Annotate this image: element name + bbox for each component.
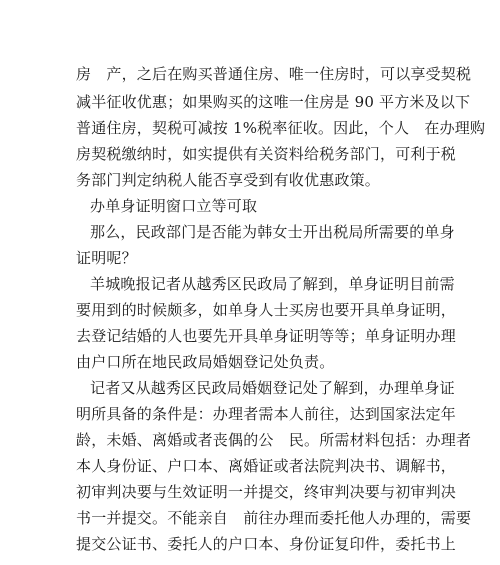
text-line: 房 产，之后在购买普通住房、唯一住房时，可以享受契税 [76,65,472,83]
text-line: 记者又从越秀区民政局婚姻登记处了解到，办理单身证 [90,379,455,397]
text-line: 初审判决要与生效证明一并提交，终审判决要与初审判决 [76,483,457,501]
text-line: 去登记结婚的人也要先开具单身证明等等；单身证明办理 [76,327,457,345]
text-line: 普通住房，契税可减按 1%税率征收。因此，个人 在办理购 [76,119,486,137]
text-line: 证明呢？ [76,249,137,267]
text-line: 龄，未婚、离婚或者丧偶的公 民。所需材料包括：办理者 [76,431,472,449]
text-line: 本人身份证、户口本、离婚证或者法院判决书、调解书， [76,457,457,475]
text-line: 那么，民政部门是否能为韩女士开出税局所需要的单身 [90,223,455,241]
text-line: 提交公证书、委托人的户口本、身份证复印件，委托书上 [76,535,457,553]
text-line: 由户口所在地民政局婚姻登记处负责。 [76,353,335,371]
text-line: 房契税缴纳时，如实提供有关资料给税务部门，可利于税 [76,145,457,163]
text-line: 明所具备的条件是：办理者需本人前往，达到国家法定年 [76,405,457,423]
text-line: 减半征收优惠；如果购买的这唯一住房是 90 平方米及以下 [76,93,471,111]
text-line: 要用到的时候颇多，如单身人士买房也要开具单身证明， [76,301,457,319]
text-line: 羊城晚报记者从越秀区民政局了解到，单身证明目前需 [90,275,455,293]
section-heading: 办单身证明窗口立等可取 [90,197,258,215]
text-line: 书一并提交。不能亲自 前往办理而委托他人办理的，需要 [76,509,472,527]
text-line: 务部门判定纳税人能否享受到有收优惠政策。 [76,171,381,189]
